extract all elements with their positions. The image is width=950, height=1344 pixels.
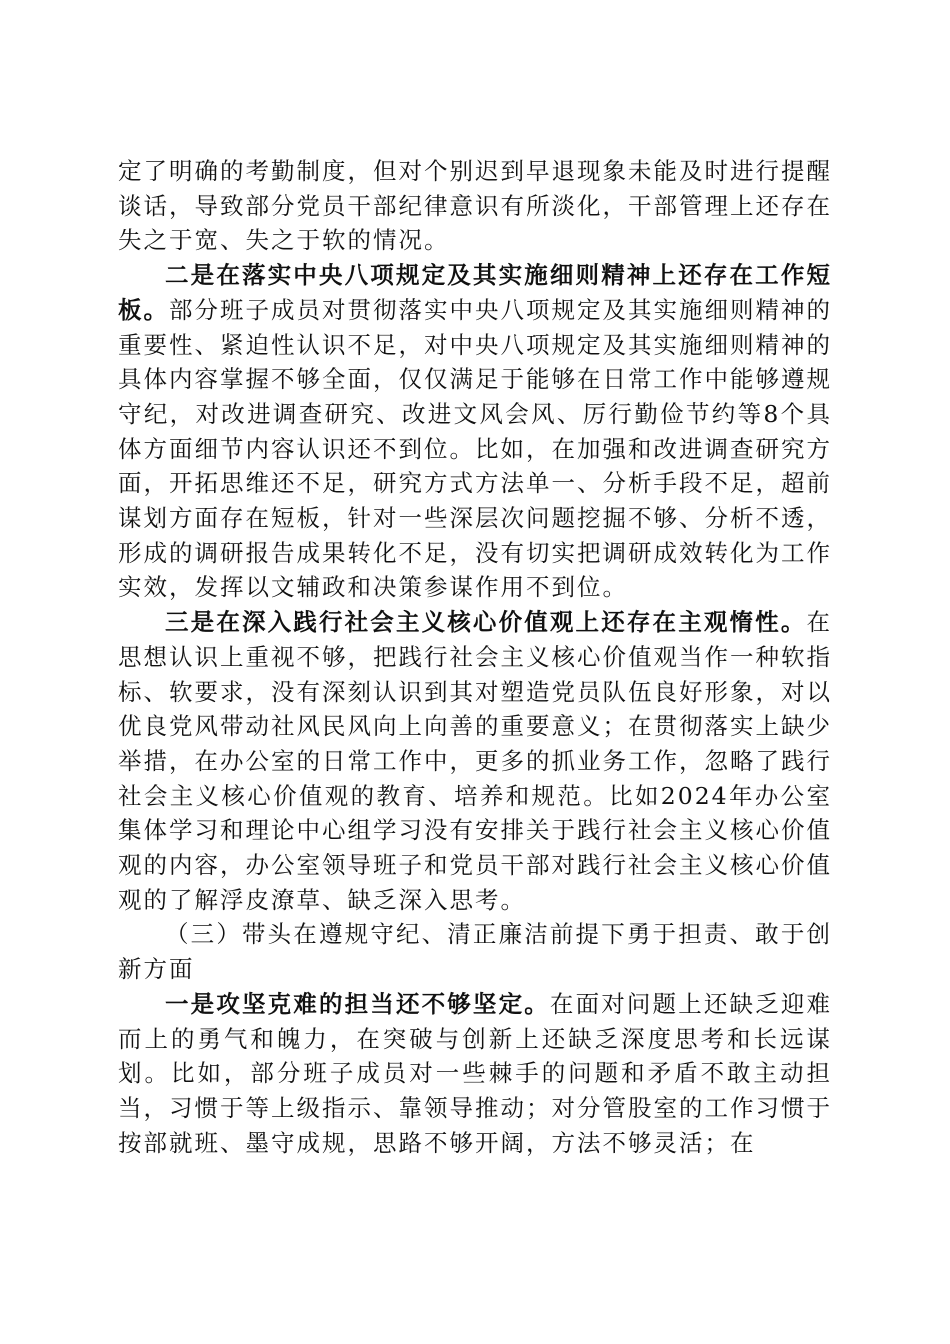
paragraph-continuation [118,154,832,258]
paragraph-lead-bold: 二是在落实中央八项规定及其实施细则精神上还存在工作短板。 [118,261,832,324]
section-heading-text: （三）带头在遵规守纪、清正廉洁前提下勇于担责、敢于创新方面 [118,920,832,984]
paragraph-text: 定了明确的考勤制度，但对个别迟到早退现象未能及时进行提醒谈话，导致部分党员干部纪律意识有所淡化，干部管理上还存在失之于宽、失之于软的情况。 [118,157,832,255]
paragraph-text: 部分班子成员对贯彻落实中央八项规定及其实施细则精神的重要性、紧迫性认识不足，对中央八项规定及其实施细则精神的具体内容掌握不够全面，仅仅满足于能够在日常工作中能够遵规守纪，对改进调查研究、改进文风会风、厉行勤俭节约等8个具体方面细节内容认识还不到位。比如，在加强和改进调查研究方面，开拓思维还不足，研究方式方法单一、分析手段不足，超前谋划方面存在短板，针对一些深层次问题挖掘不够、分析不透，形成的调研报告成果转化不足，没有切实把调研成效转化为工作实效，发挥以文辅政和决策参谋作用不到位。 [118,295,832,602]
paragraph-item-2 [118,258,832,605]
paragraph-lead-bold: 三是在深入践行社会主义核心价值观上还存在主观惰性。 [165,608,807,637]
section-heading-3 [118,917,832,986]
paragraph-lead-bold: 一是攻坚克难的担当还不够坚定。 [165,989,550,1018]
paragraph-item-1 [118,987,832,1161]
document-body [118,154,832,1160]
paragraph-text: 在思想认识上重视不够，把践行社会主义核心价值观当作一种软指标、软要求，没有深刻认识到其对塑造党员队伍良好形象，对以优良党风带动社风民风向上向善的重要意义；在贯彻落实上缺少举措，在办公室的日常工作中，更多的抓业务工作，忽略了践行社会主义核心价值观的教育、培养和规范。比如2024年办公室集体学习和理论中心组学习没有安排关于践行社会主义核心价值观的内容，办公室领导班子和党员干部对践行社会主义核心价值观的了解浮皮潦草、缺乏深入思考。 [118,608,832,914]
paragraph-item-3 [118,605,832,917]
paragraph-text: 在面对问题上还缺乏迎难而上的勇气和魄力，在突破与创新上还缺乏深度思考和长远谋划。比如，部分班子成员对一些棘手的问题和矛盾不敢主动担当，习惯于等上级指示、靠领导推动；对分管股室的工作习惯于按部就班、墨守成规，思路不够开阔，方法不够灵活；在 [118,989,833,1157]
